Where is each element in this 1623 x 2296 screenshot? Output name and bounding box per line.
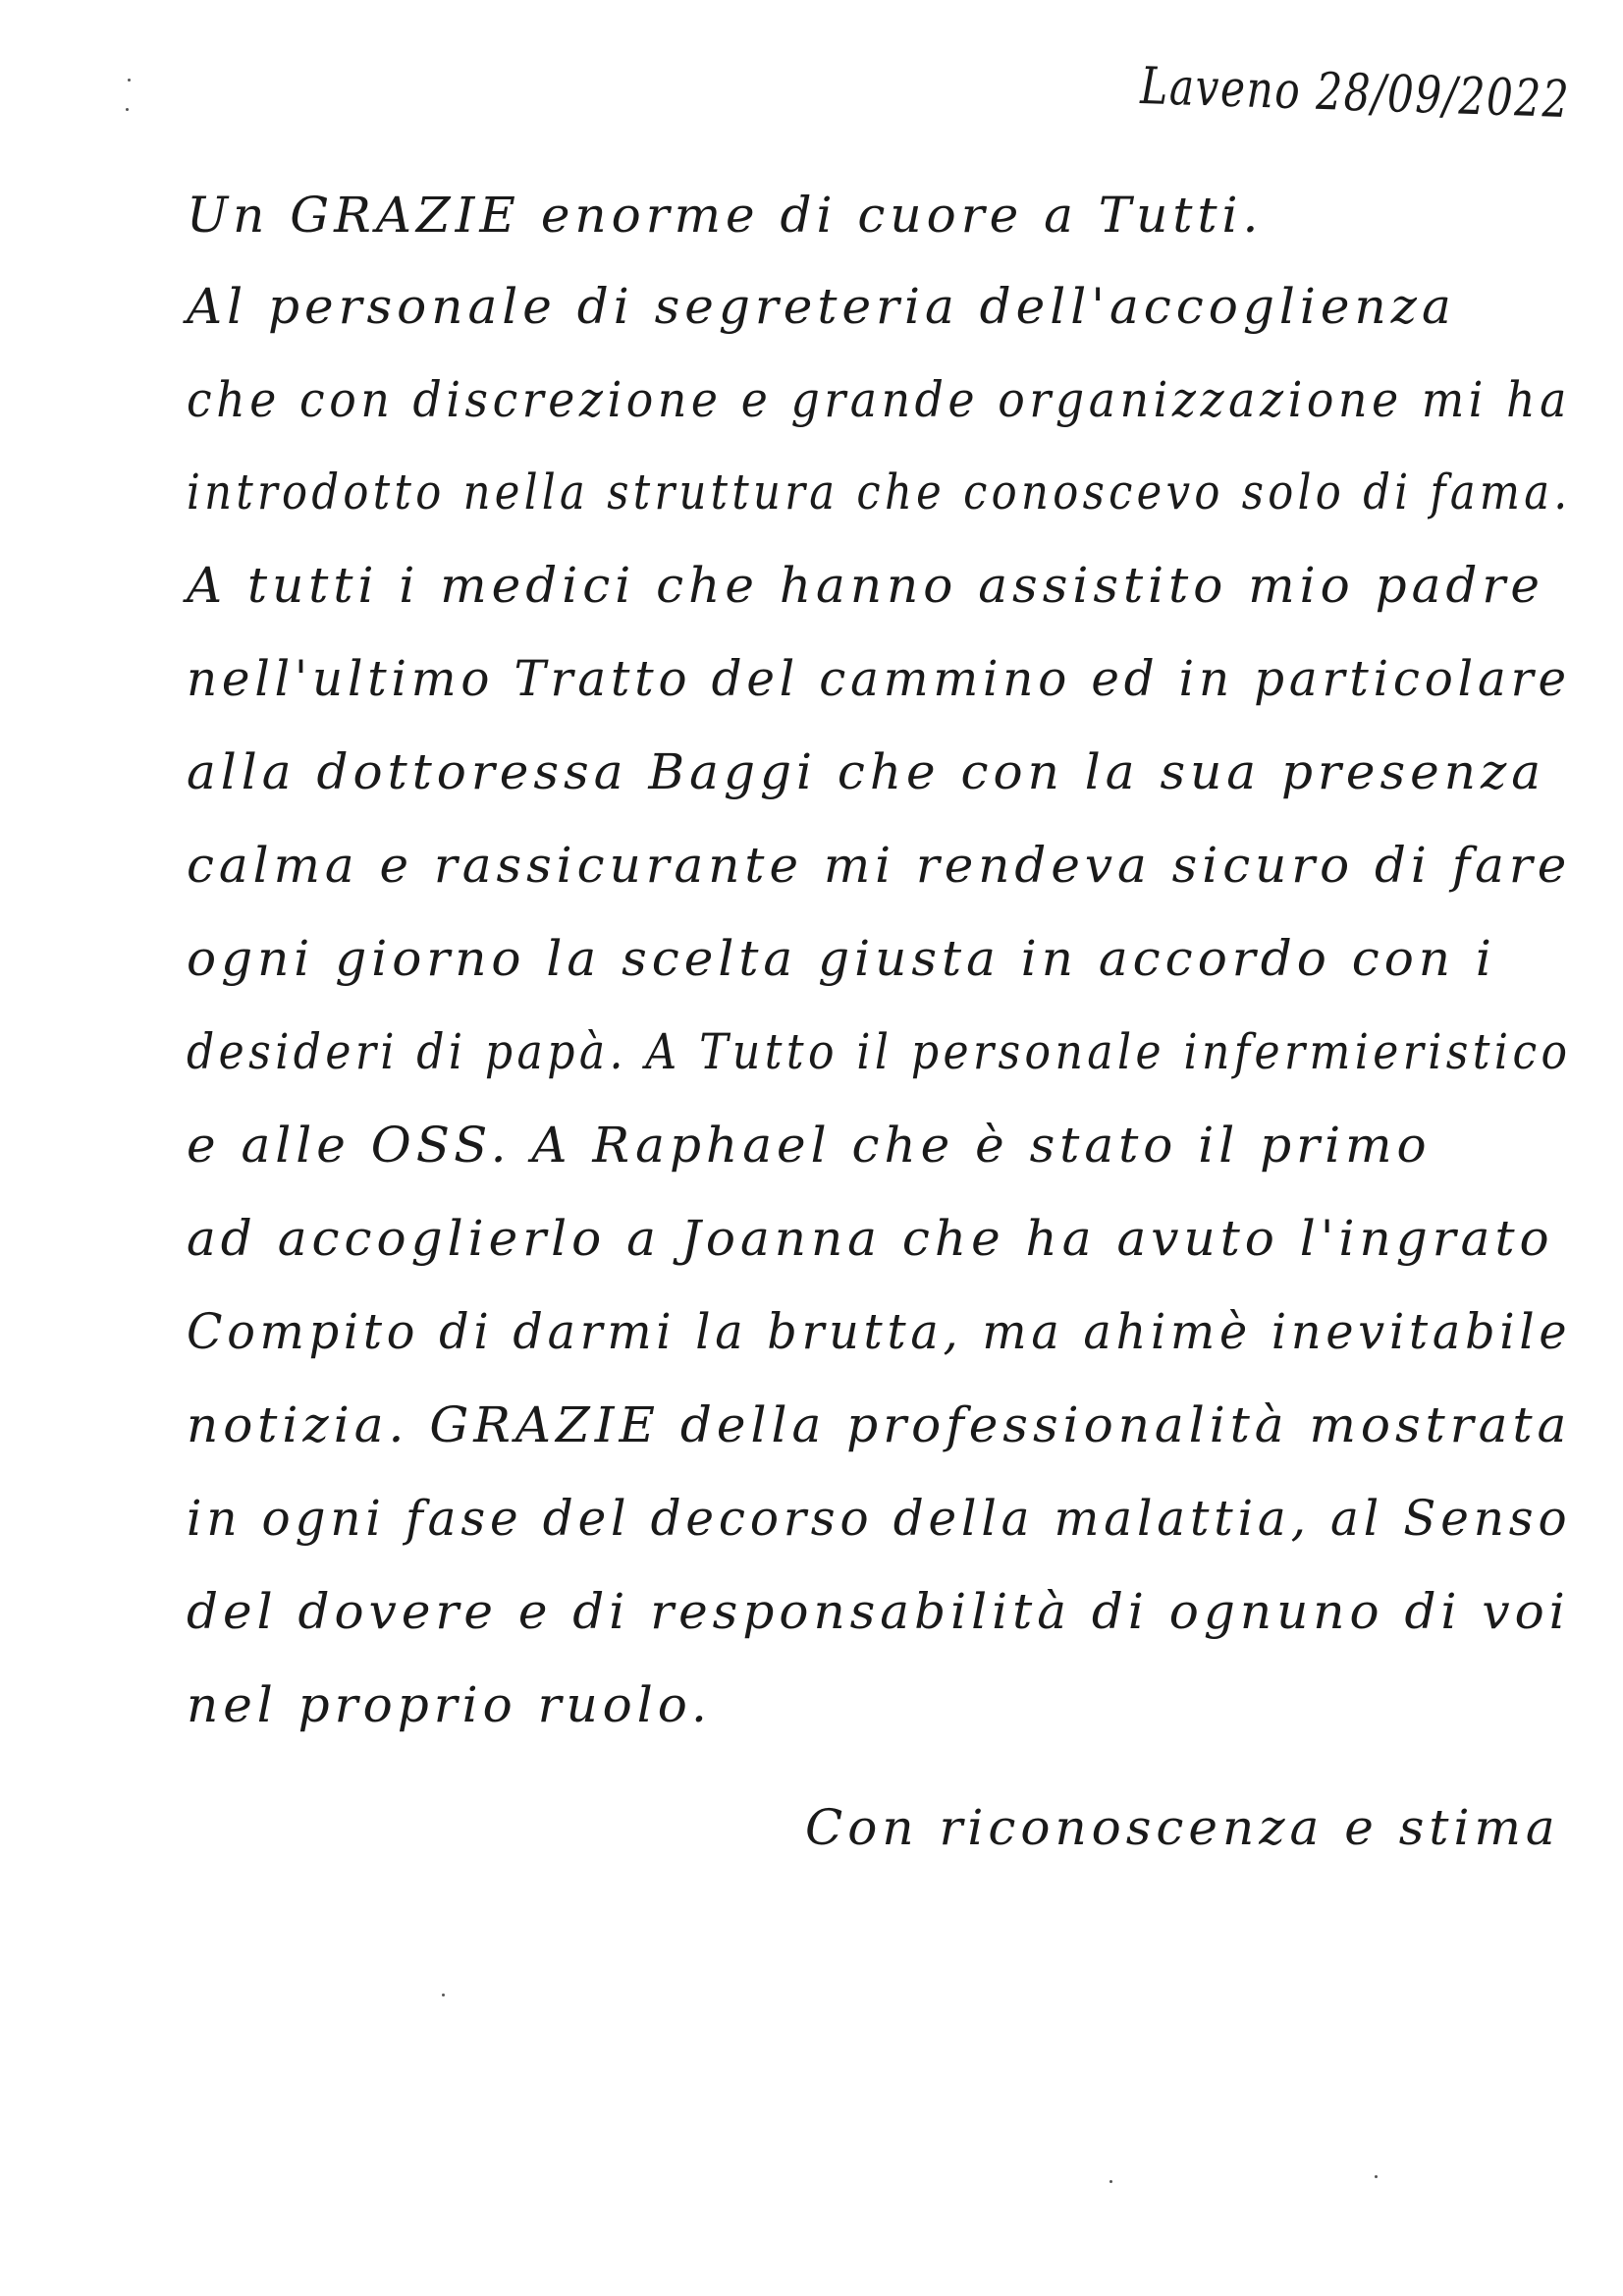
letter-line: calma e rassicurante mi rendeva sicuro di fare [187, 837, 1572, 894]
letter-line: del dovere e di responsabilità di ognuno di voi [187, 1583, 1570, 1640]
letter-line: introdotto nella struttura che conoscevo solo di fama. [187, 464, 1572, 520]
scan-speck [442, 1994, 445, 1996]
scan-speck [128, 79, 131, 82]
letter-line: ogni giorno la scelta giusta in accordo con i [187, 930, 1496, 987]
scan-speck [1375, 2175, 1378, 2178]
letter-line: A tutti i medici che hanno assistito mio padre [187, 557, 1544, 614]
letter-line: Un GRAZIE enorme di cuore a Tutti. [187, 187, 1264, 244]
letter-line: Al personale di segreteria dell'accoglienza [187, 278, 1456, 335]
letter-line: che con discrezione e grande organizzazione mi ha [187, 371, 1572, 428]
letter-line: e alle OSS. A Raphael che è stato il primo [187, 1117, 1432, 1174]
letter-line: Compito di darmi la brutta, ma ahimè inevitabile [187, 1303, 1572, 1360]
letter-closing: Con riconoscenza e stima [805, 1799, 1560, 1856]
letter-line: notizia. GRAZIE della professionalità mostrata [187, 1396, 1572, 1453]
letter-line: nell'ultimo Tratto del cammino ed in particolare [187, 650, 1571, 707]
letter-line: in ogni fase del decorso della malattia, al Senso [187, 1490, 1572, 1547]
letter-line: desideri di papà. A Tutto il personale infermieristico [187, 1023, 1572, 1080]
scan-speck [126, 108, 129, 111]
letter-line: ad accoglierlo a Joanna che ha avuto l'ingrato [187, 1210, 1554, 1267]
scan-speck [1109, 2180, 1112, 2183]
letter-date: Laveno 28/09/2022 [1139, 57, 1571, 131]
letter-line: nel proprio ruolo. [187, 1676, 712, 1733]
letter-line: alla dottoressa Baggi che con la sua presenza [187, 743, 1546, 800]
